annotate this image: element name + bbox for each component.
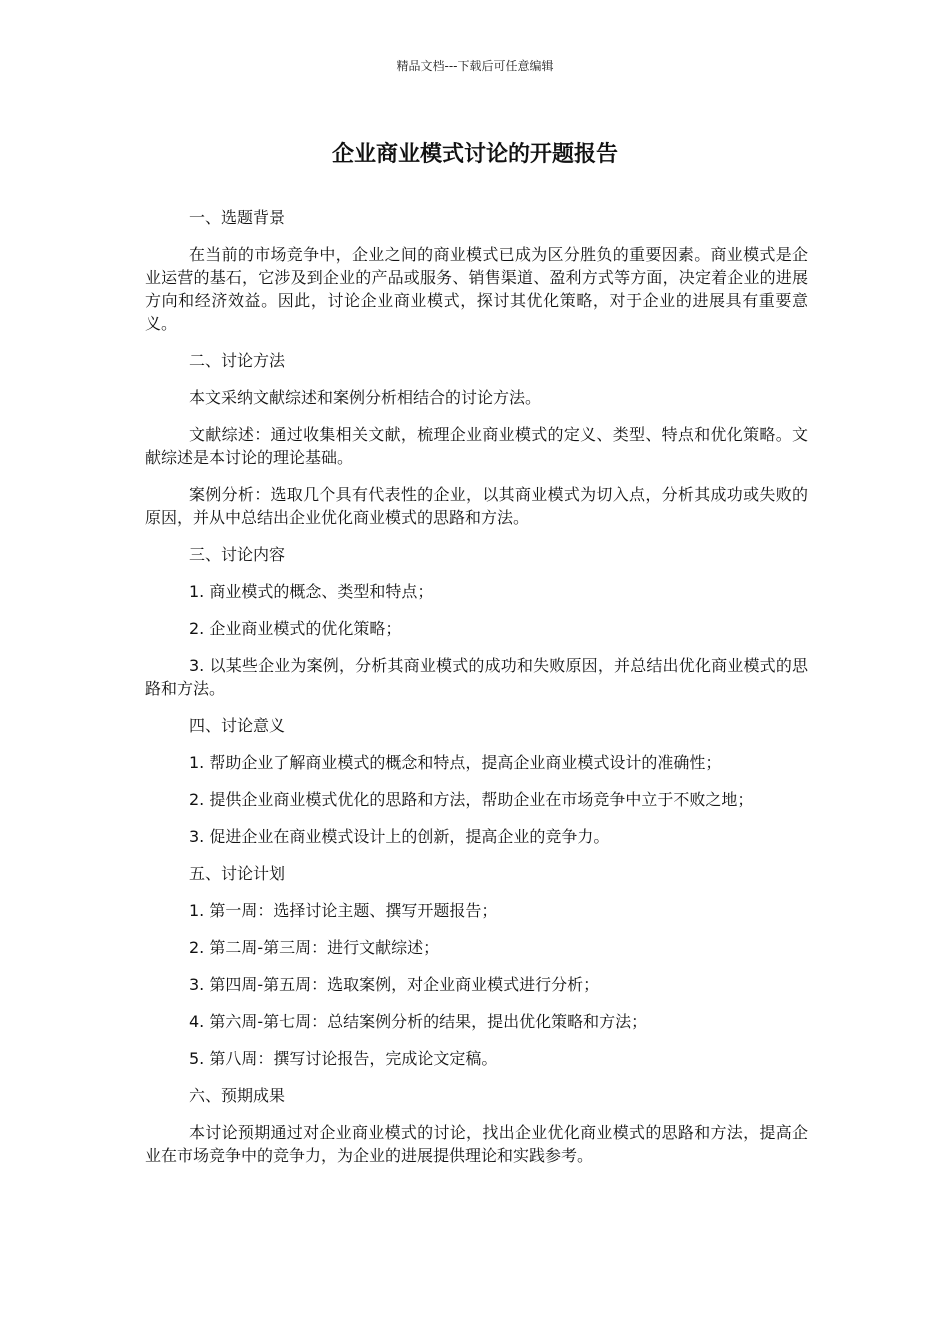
paragraph-literature-review: 文献综述：通过收集相关文献，梳理企业商业模式的定义、类型、特点和优化策略。文献综述是本讨论的理论基础。 — [145, 425, 808, 467]
document-body — [145, 206, 808, 1181]
list-item-plan-1: 1. 第一周：选择讨论主题、撰写开题报告； — [189, 901, 498, 920]
section-heading-outcomes: 六、预期成果 — [189, 1086, 286, 1105]
list-item-plan-2: 2. 第二周-第三周：进行文献综述； — [189, 938, 440, 957]
list-item-plan-5: 5. 第八周：撰写讨论报告，完成论文定稿。 — [189, 1049, 498, 1068]
paragraph-outcomes: 本讨论预期通过对企业商业模式的讨论，找出企业优化商业模式的思路和方法，提高企业在市场竞争中的竞争力，为企业的进展提供理论和实践参考。 — [145, 1123, 808, 1165]
paragraph-method-intro: 本文采纳文献综述和案例分析相结合的讨论方法。 — [189, 388, 542, 407]
list-item-plan-4: 4. 第六周-第七周：总结案例分析的结果，提出优化策略和方法； — [189, 1012, 648, 1031]
section-heading-plan: 五、讨论计划 — [189, 864, 286, 883]
list-item-significance-2: 2. 提供企业商业模式优化的思路和方法，帮助企业在市场竞争中立于不败之地； — [189, 790, 754, 809]
section-heading-background: 一、选题背景 — [189, 208, 286, 227]
list-item-significance-3: 3. 促进企业在商业模式设计上的创新，提高企业的竞争力。 — [189, 827, 610, 846]
document-title: 企业商业模式讨论的开题报告 — [331, 142, 618, 167]
list-item-content-3: 3. 以某些企业为案例，分析其商业模式的成功和失败原因，并总结出优化商业模式的思路和方法。 — [145, 656, 808, 698]
header-note: 精品文档---下载后可任意编辑 — [396, 59, 554, 73]
section-heading-significance: 四、讨论意义 — [189, 716, 286, 735]
paragraph-background: 在当前的市场竞争中，企业之间的商业模式已成为区分胜负的重要因素。商业模式是企业运营的基石，它涉及到企业的产品或服务、销售渠道、盈利方式等方面，决定着企业的进展方向和经济效益。因此，讨论企业商业模式，探讨其优化策略，对于企业的进展具有重要意义。 — [145, 245, 808, 333]
paragraph-case-analysis: 案例分析：选取几个具有代表性的企业，以其商业模式为切入点，分析其成功或失败的原因，并从中总结出企业优化商业模式的思路和方法。 — [145, 485, 808, 527]
section-heading-method: 二、讨论方法 — [189, 351, 286, 370]
list-item-significance-1: 1. 帮助企业了解商业模式的概念和特点，提高企业商业模式设计的准确性； — [189, 753, 722, 772]
section-heading-content: 三、讨论内容 — [189, 545, 286, 564]
list-item-plan-3: 3. 第四周-第五周：选取案例，对企业商业模式进行分析； — [189, 975, 600, 994]
list-item-content-1: 1. 商业模式的概念、类型和特点； — [189, 582, 434, 601]
list-item-content-2: 2. 企业商业模式的优化策略； — [189, 619, 402, 638]
